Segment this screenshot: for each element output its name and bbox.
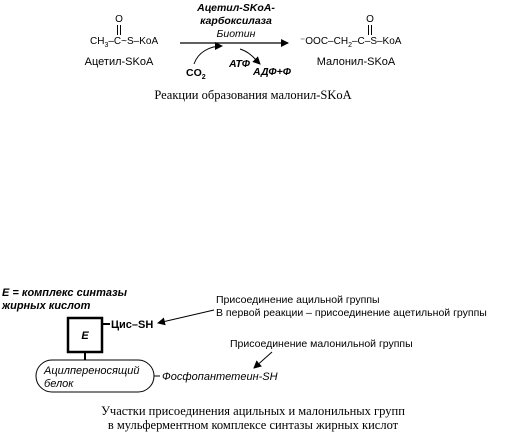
carbonyl-oxygen-label: O [115,14,123,25]
co2-subscript: 2 [201,74,206,81]
methyl-label: CH [90,36,105,47]
complex-caption-line1: Участки присоединения ацильных и малонильных групп [101,404,405,418]
malonyl-note: Присоединение малонильной группы [230,338,413,350]
thioester-label: –C–S–KoA [351,36,402,47]
carbonyl-oxygen-label: O [366,14,374,25]
reaction-caption: Реакции образования малонил-SKoA [154,88,352,102]
malonyl-skoa-formula [300,14,402,49]
adp-label: АДФ+Ф [253,66,291,78]
acp-label-line2: белок [44,378,74,390]
enzyme-box-label: E [81,330,89,342]
co2-label: CO [186,67,202,79]
methyl-subscript: 3 [104,42,109,49]
malonyl-skoa-name: Малонил-SKoA [316,56,396,68]
acyl-arrow [158,310,214,323]
carboxylate-label: ⁻OOC–CH [300,36,349,47]
malonyl-arrow [254,352,272,368]
atp-label: АТФ [229,58,250,70]
enzyme-label-line1: Ацетил-SKoA- [197,2,275,14]
phospho-label: Фосфопантетеин-SH [162,371,278,383]
complex-title-line1: E = комплекс синтазы [2,287,127,299]
svg-text:CH3–C~S–KoA [90,36,158,49]
acp-label-line1: Ацилпереносящий [44,365,140,377]
svg-text:CO2 [186,67,206,81]
reaction-scheme [85,2,402,102]
acetyl-skoa-formula [90,14,158,49]
acyl-note-line1: Присоединение ацильной группы [216,294,380,306]
thioester-label: –C~S–KoA [108,36,159,47]
cys-sh-label: Цис–SH [111,319,154,331]
co2-curved-arrow [194,46,222,64]
acetyl-skoa-name: Ацетил-SKoA [84,56,154,68]
methylene-subscript: 2 [348,42,352,49]
svg-text:⁻OOC–CH2–C–S–KoA [300,36,402,49]
synthase-complex-scheme [1,287,487,432]
complex-title-line2: жирных кислот [2,300,91,312]
acyl-note-line2: В первой реакции – присоединение ацетильной группы [216,307,487,319]
complex-caption-line2: в мульферментном комплексе синтазы жирных кислот [107,418,399,432]
cofactor-label: Биотин [216,28,256,40]
enzyme-label-line2: карбоксилаза [200,15,272,27]
